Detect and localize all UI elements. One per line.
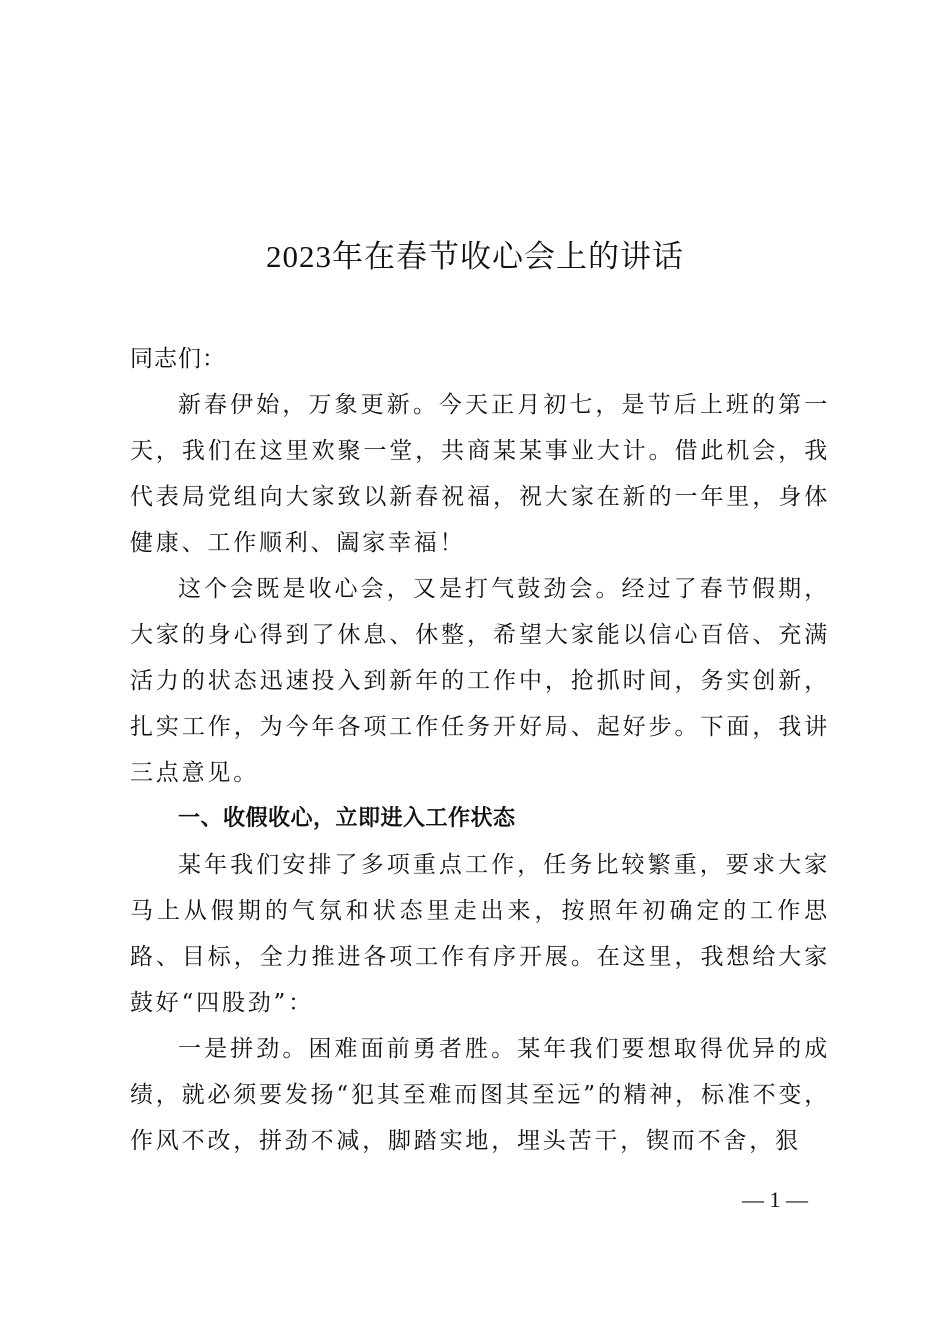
- document-title: 2023年在春节收心会上的讲话: [266, 239, 684, 274]
- paragraph-purpose: 这个会既是收心会，又是打气鼓劲会。经过了春节假期，大家的身心得到了休息、休整，希望大家能以信心百倍、充满活力的状态迅速投入到新年的工作中，抢抓时间，务实创新，扎实工作，为今年各项工作任务开好局、起好步。下面，我讲三点意见。: [130, 576, 830, 786]
- paragraph-first-point: 一是拼劲。困难面前勇者胜。某年我们要想取得优异的成绩，就必须要发扬“犯其至难而图其至远”的精神，标准不变，作风不改，拼劲不减，脚踏实地，埋头苦干，锲而不舍，狠: [130, 1036, 830, 1154]
- paragraph-opening: 新春伊始，万象更新。今天正月初七，是节后上班的第一天，我们在这里欢聚一堂，共商某某事业大计。借此机会，我代表局党组向大家致以新春祝福，祝大家在新的一年里，身体健康、工作顺利、阖家幸福！: [130, 392, 830, 556]
- salutation: 同志们：: [130, 346, 226, 372]
- document-body: [130, 336, 830, 1164]
- section-heading: 一、收假收心，立即进入工作状态: [178, 806, 516, 831]
- paragraph-work-arrangement: 某年我们安排了多项重点工作，任务比较繁重，要求大家马上从假期的气氛和状态里走出来，按照年初确定的工作思路、目标，全力推进各项工作有序开展。在这里，我想给大家鼓好“四股劲”：: [130, 852, 830, 1016]
- page-number: — 1 —: [742, 1187, 808, 1212]
